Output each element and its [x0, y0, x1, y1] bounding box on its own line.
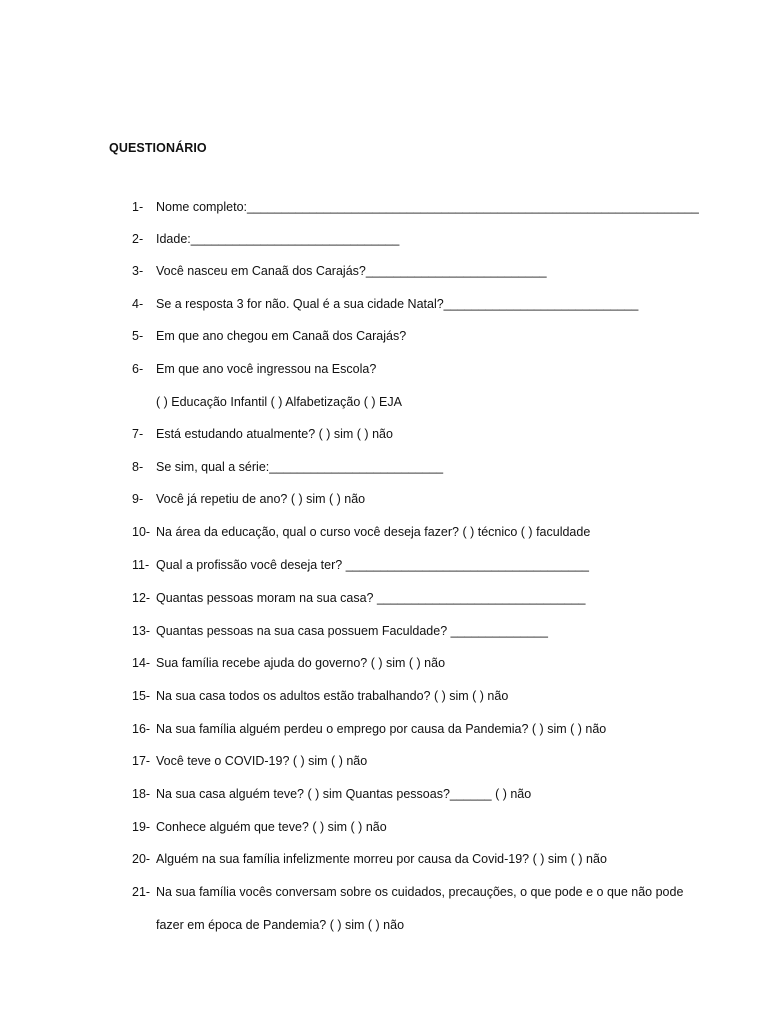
question-number: 18- — [132, 787, 151, 801]
question-text: Está estudando atualmente? ( ) sim ( ) não — [156, 427, 393, 441]
question-number: 9- — [132, 492, 144, 506]
question-text: Você nasceu em Canaã dos Carajás?__________________________ — [156, 264, 547, 278]
question-number: 4- — [132, 297, 144, 311]
question-options: ( ) Educação Infantil ( ) Alfabetização ( ) EJA — [156, 395, 402, 409]
question-number: 19- — [132, 820, 151, 834]
question-number: 20- — [132, 852, 151, 866]
question-number: 17- — [132, 754, 151, 768]
question-number: 10- — [132, 525, 151, 539]
question-text: Você já repetiu de ano? ( ) sim ( ) não — [156, 492, 366, 506]
question-text: Alguém na sua família infelizmente morreu por causa da Covid-19? ( ) sim ( ) não — [156, 852, 607, 866]
question-text: Na sua família alguém perdeu o emprego por causa da Pandemia? ( ) sim ( ) não — [156, 722, 607, 736]
question-number: 5- — [132, 329, 144, 343]
question-number: 21- — [132, 885, 151, 899]
question-number: 6- — [132, 362, 144, 376]
question-text: Sua família recebe ajuda do governo? ( ) sim ( ) não — [156, 656, 446, 670]
question-text: Se sim, qual a série:_________________________ — [156, 460, 444, 474]
question-text: Quantas pessoas moram na sua casa? ______________________________ — [156, 591, 586, 605]
question-text: Na sua casa todos os adultos estão trabalhando? ( ) sim ( ) não — [156, 689, 509, 703]
question-number: 13- — [132, 624, 151, 638]
question-text: Você teve o COVID-19? ( ) sim ( ) não — [156, 754, 368, 768]
question-number: 11- — [132, 558, 150, 572]
question-number: 1- — [132, 200, 144, 214]
question-text: Em que ano você ingressou na Escola? — [156, 362, 377, 376]
question-text: Conhece alguém que teve? ( ) sim ( ) não — [156, 820, 387, 834]
question-number: 12- — [132, 591, 151, 605]
question-text: Em que ano chegou em Canaã dos Carajás? — [156, 329, 407, 343]
question-text: Na sua casa alguém teve? ( ) sim Quantas pessoas?______ ( ) não — [156, 787, 532, 801]
question-number: 15- — [132, 689, 151, 703]
question-text: Qual a profissão você deseja ter? ___________________________________ — [156, 558, 590, 572]
question-text: fazer em época de Pandemia? ( ) sim ( ) não — [156, 918, 405, 932]
question-number: 14- — [132, 656, 151, 670]
question-text: Na área da educação, qual o curso você deseja fazer? ( ) técnico ( ) faculdade — [156, 525, 591, 539]
question-text: Quantas pessoas na sua casa possuem Faculdade? ______________ — [156, 624, 548, 638]
document-title: QUESTIONÁRIO — [109, 141, 207, 155]
question-number: 7- — [132, 427, 144, 441]
question-number: 16- — [132, 722, 151, 736]
question-text: Idade:______________________________ — [156, 232, 400, 246]
question-number: 8- — [132, 460, 144, 474]
question-number: 3- — [132, 264, 144, 278]
question-text: Se a resposta 3 for não. Qual é a sua cidade Natal?____________________________ — [156, 297, 639, 311]
question-text: Na sua família vocês conversam sobre os cuidados, precauções, o que pode e o que não pode — [156, 885, 684, 899]
question-number: 2- — [132, 232, 144, 246]
question-text: Nome completo:_________________________________________________________________ — [156, 200, 699, 214]
